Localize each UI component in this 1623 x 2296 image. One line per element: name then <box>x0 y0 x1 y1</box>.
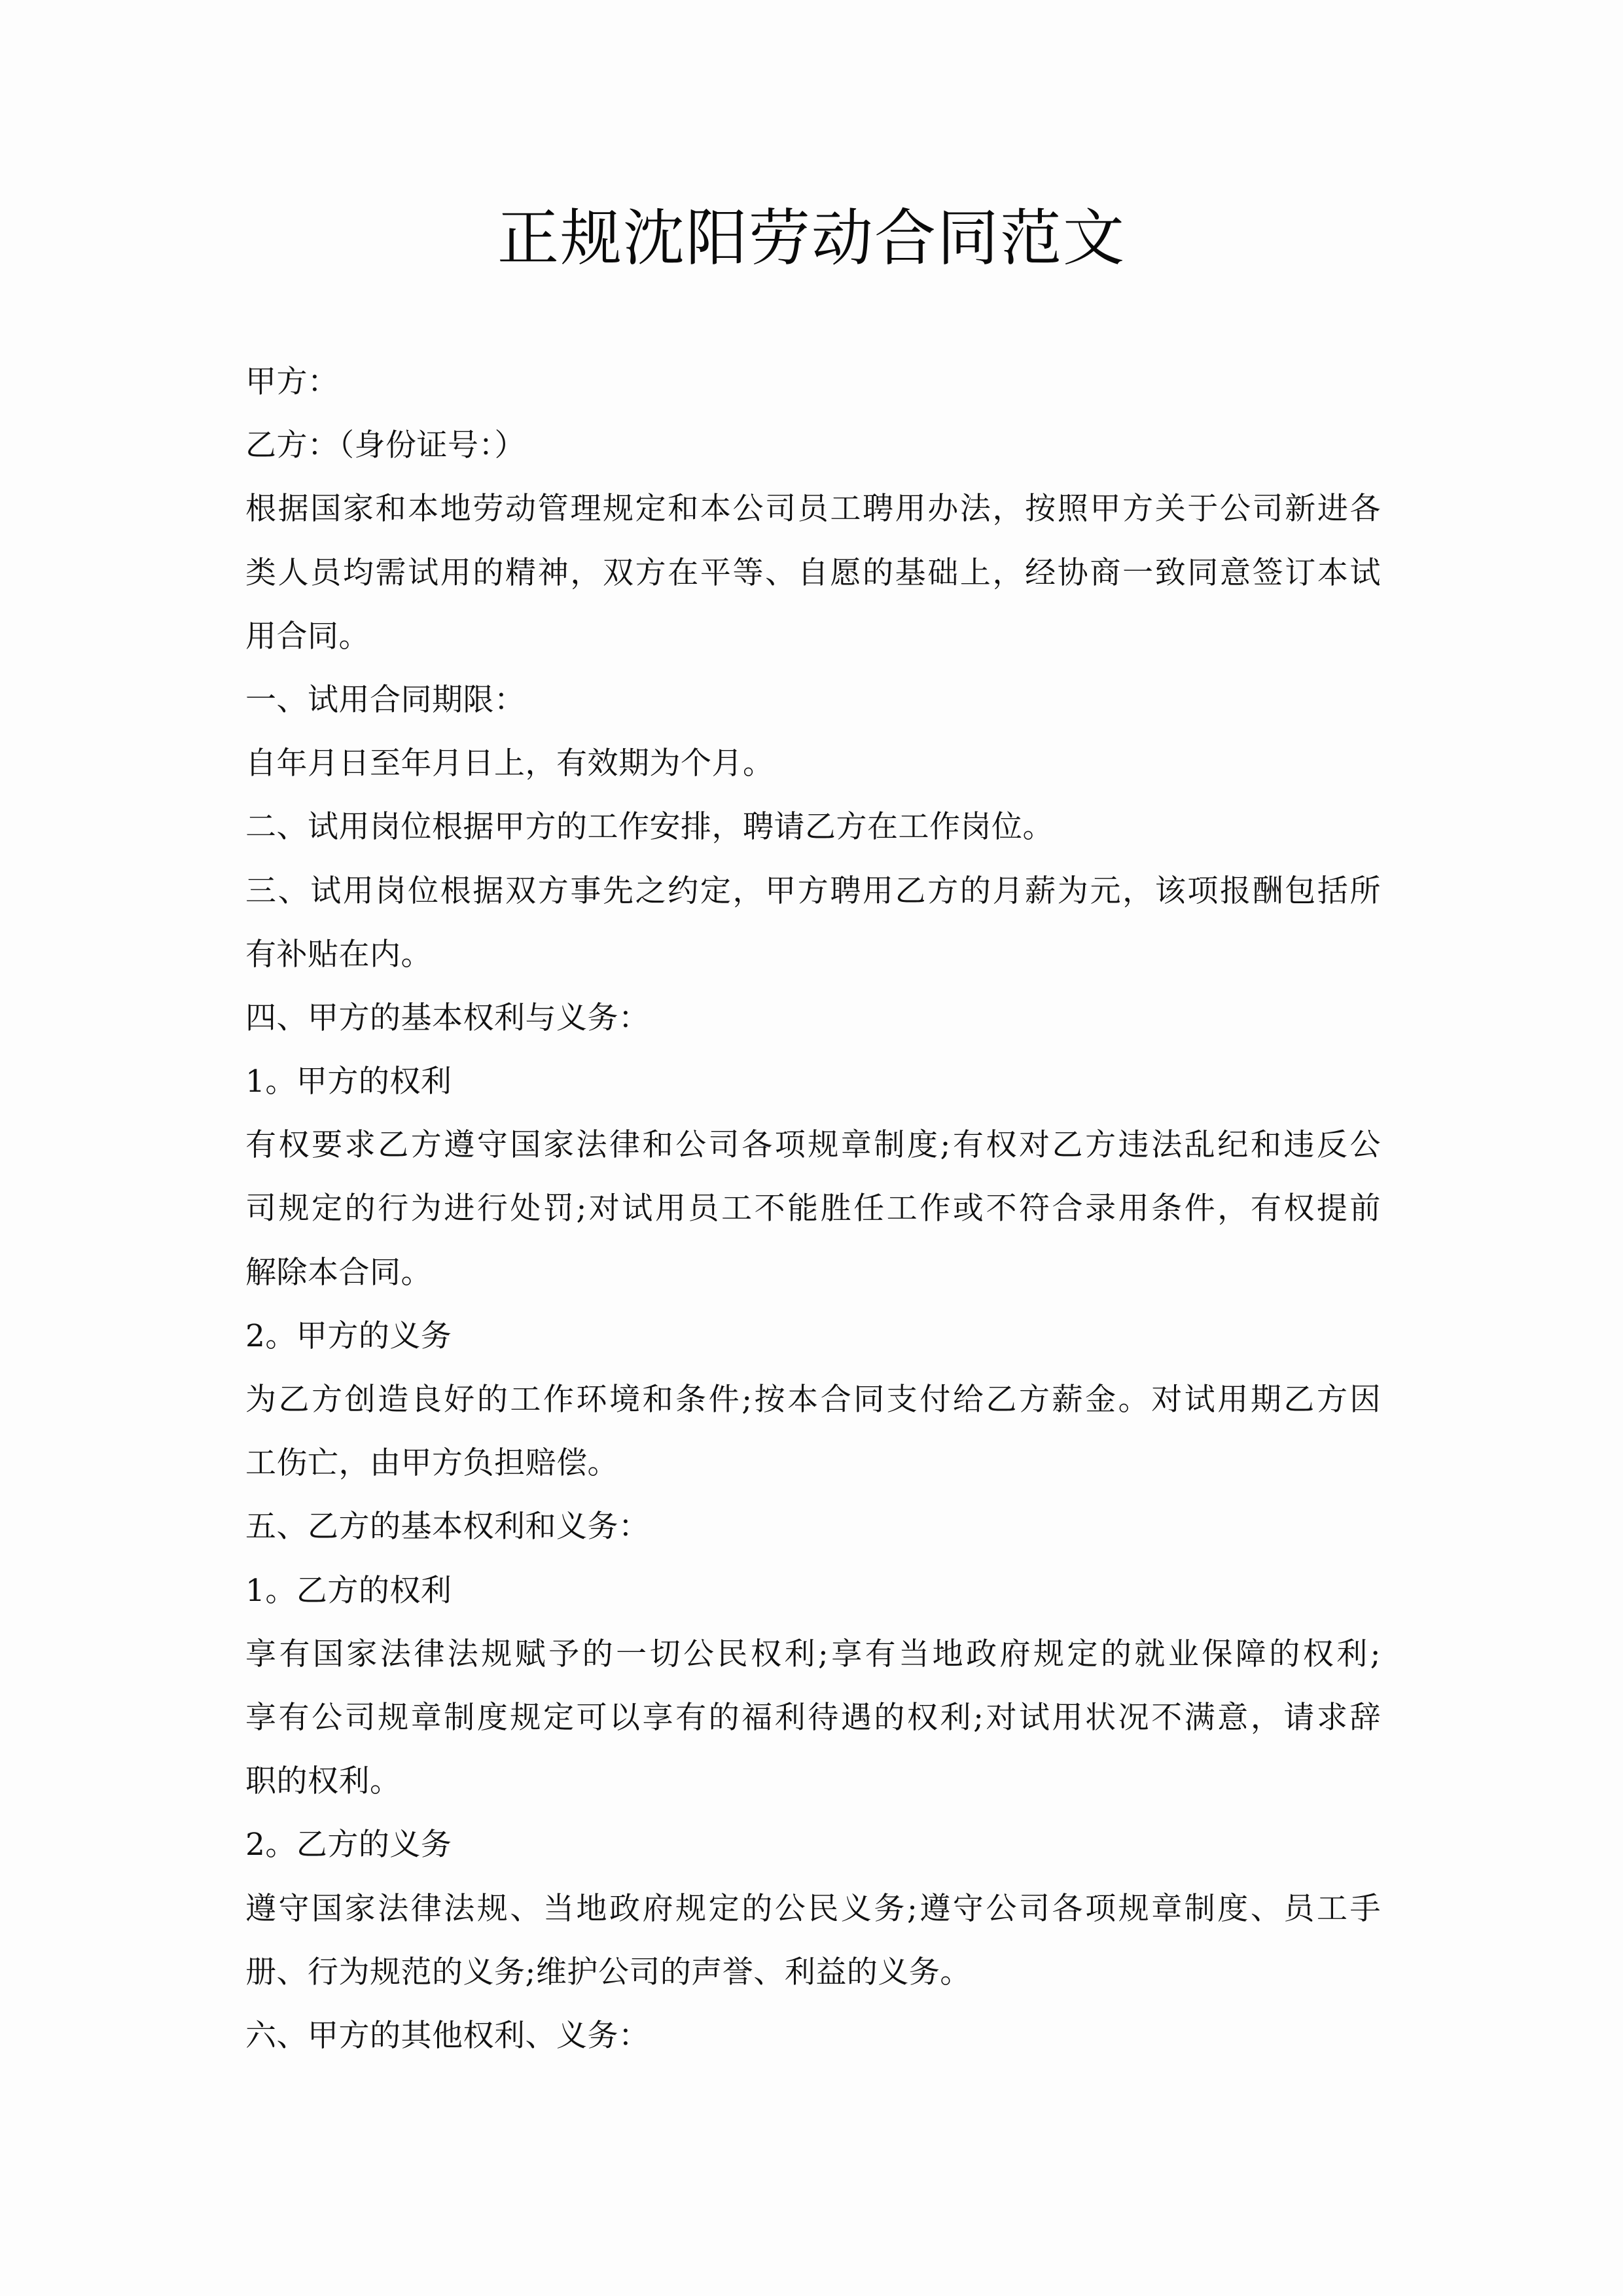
section-3-line-1: 三、试用岗位根据双方事先之约定，甲方聘用乙方的月薪为元，该项报酬包括所 <box>245 872 1381 909</box>
section-1-heading: 一、试用合同期限： <box>245 681 526 718</box>
section-5-heading: 五、乙方的基本权利和义务： <box>245 1509 650 1545</box>
party-b-line: 乙方：（身份证号：） <box>245 427 526 464</box>
section-5-sub-2-heading: 2。乙方的义务 <box>245 1827 452 1863</box>
section-4-heading: 四、甲方的基本权利与义务： <box>245 999 650 1036</box>
section-1-text: 自年月日至年月日上，有效期为个月。 <box>245 745 774 782</box>
section-6-heading: 六、甲方的其他权利、义务： <box>245 2017 650 2054</box>
section-4-sub-1-line-3: 解除本合同。 <box>245 1254 432 1291</box>
section-4-sub-2-heading: 2。甲方的义务 <box>245 1318 452 1354</box>
section-2-text: 二、试用岗位根据甲方的工作安排，聘请乙方在工作岗位。 <box>245 809 1054 846</box>
preamble-line-3: 用合同。 <box>245 618 370 655</box>
section-4-sub-2-line-2: 工伤亡，由甲方负担赔偿。 <box>245 1445 618 1482</box>
section-4-sub-2-line-1: 为乙方创造良好的工作环境和条件;按本合同支付给乙方薪金。对试用期乙方因 <box>245 1382 1381 1418</box>
preamble-line-1: 根据国家和本地劳动管理规定和本公司员工聘用办法，按照甲方关于公司新进各 <box>245 491 1381 528</box>
section-4-sub-1-line-2: 司规定的行为进行处罚;对试用员工不能胜任工作或不符合录用条件，有权提前 <box>245 1191 1381 1227</box>
section-5-sub-2-line-2: 册、行为规范的义务;维护公司的声誉、利益的义务。 <box>245 1954 971 1990</box>
document-title: 正规沈阳劳动合同范文 <box>497 203 1126 274</box>
section-5-sub-2-line-1: 遵守国家法律法规、当地政府规定的公民义务;遵守公司各项规章制度、员工手 <box>245 1890 1381 1927</box>
section-4-sub-1-line-1: 有权要求乙方遵守国家法律和公司各项规章制度;有权对乙方违法乱纪和违反公 <box>245 1127 1381 1164</box>
document-body <box>245 350 1381 2068</box>
section-5-sub-1-line-3: 职的权利。 <box>245 1763 401 1800</box>
section-4-sub-1-heading: 1。甲方的权利 <box>245 1064 452 1100</box>
section-3-line-2: 有补贴在内。 <box>245 936 432 973</box>
preamble-line-2: 类人员均需试用的精神，双方在平等、自愿的基础上，经协商一致同意签订本试 <box>245 554 1381 591</box>
section-5-sub-1-line-1: 享有国家法律法规赋予的一切公民权利;享有当地政府规定的就业保障的权利; <box>245 1636 1381 1672</box>
section-5-sub-1-heading: 1。乙方的权利 <box>245 1572 452 1609</box>
party-a-line: 甲方： <box>245 364 339 400</box>
section-5-sub-1-line-2: 享有公司规章制度规定可以享有的福利待遇的权利;对试用状况不满意，请求辞 <box>245 1699 1381 1736</box>
